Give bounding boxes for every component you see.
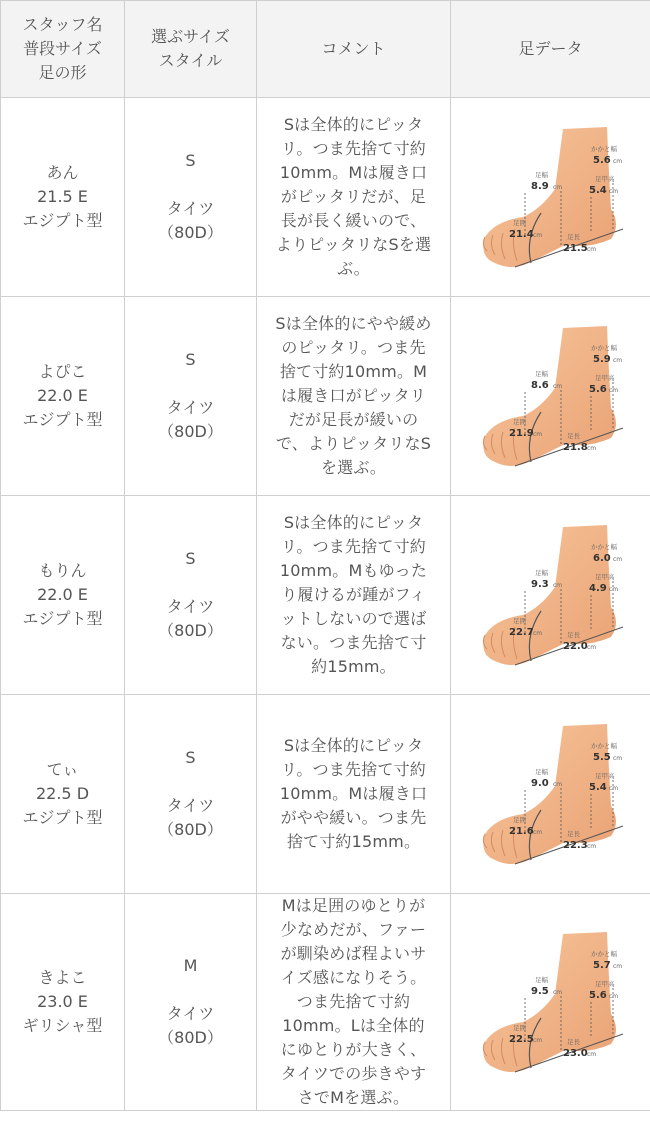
header-row — [1, 1, 650, 98]
unit-heel: cm — [612, 755, 622, 762]
comment-line: 10mm。Mは履き口 — [279, 784, 428, 803]
foot-diagram — [471, 117, 631, 277]
staff-name: きよこ — [38, 968, 87, 987]
denier: （80D） — [158, 422, 223, 441]
label-instep: 足甲高 — [594, 980, 614, 988]
comment-line: 捨て寸約15mm。 — [286, 832, 421, 851]
header-foot-data: 足データ — [451, 1, 650, 98]
label-heel: かかと幅 — [590, 742, 617, 750]
comment-line: り履けるが踵がフィ — [281, 585, 426, 604]
unit-width: cm — [552, 184, 562, 191]
label-instep: 足甲高 — [594, 573, 614, 581]
header-style: スタイル — [158, 51, 223, 70]
foot-length-value: 23.0 — [562, 1048, 588, 1059]
label-width: 足幅 — [534, 976, 548, 984]
comment-line: Sは全体的にピッタ — [283, 115, 424, 134]
comment-line: 10mm。Mもゆった — [279, 561, 428, 580]
comment-line: Sは全体的にやや緩め — [275, 314, 432, 333]
foot-girth-value: 22.7 — [508, 627, 534, 638]
instep-height-value: 4.9 — [588, 583, 607, 594]
label-heel: かかと幅 — [590, 543, 617, 551]
label-length: 足長 — [566, 1038, 580, 1046]
denier: （80D） — [158, 820, 223, 839]
foot-shape: エジプト型 — [22, 609, 103, 628]
unit-width: cm — [552, 582, 562, 589]
header-choice — [125, 1, 257, 98]
heel-width-value: 5.7 — [592, 960, 611, 971]
table-row — [1, 894, 650, 1111]
unit-width: cm — [552, 383, 562, 390]
usual-size: 22.0 E — [37, 585, 88, 604]
unit-instep: cm — [608, 188, 618, 195]
unit-heel: cm — [612, 556, 622, 563]
label-heel: かかと幅 — [590, 950, 617, 958]
comment-line: を選ぶ。 — [320, 458, 387, 477]
foot-data-cell — [451, 695, 650, 894]
unit-girth: cm — [532, 1037, 542, 1044]
comment-line: ぶ。 — [337, 259, 370, 278]
staff-name: もりん — [38, 561, 87, 580]
comment-line: がやや緩い。つま先 — [280, 808, 427, 827]
comment-line: 捨て寸約10mm。M — [279, 362, 428, 381]
denier: （80D） — [158, 621, 223, 640]
foot-girth-value: 22.5 — [508, 1034, 534, 1045]
comment-line: 少なめだが、ファー — [280, 920, 427, 939]
comment-line: にゆとりが大きく、 — [280, 1040, 427, 1059]
table-row — [1, 297, 650, 496]
table-row — [1, 496, 650, 695]
label-girth: 足囲 — [512, 219, 526, 227]
staff-cell — [1, 98, 125, 297]
table-row — [1, 695, 650, 894]
denier: （80D） — [158, 1028, 223, 1047]
staff-name: よぴこ — [38, 362, 87, 381]
usual-size: 21.5 E — [37, 187, 88, 206]
foot-shape: エジプト型 — [22, 211, 103, 230]
usual-size: 22.0 E — [37, 386, 88, 405]
label-width: 足幅 — [534, 171, 548, 179]
comment-line: ットしないので選ば — [280, 609, 427, 628]
label-width: 足幅 — [534, 569, 548, 577]
comment-line: つま先捨て寸約 — [296, 992, 411, 1011]
comment-cell — [257, 98, 451, 297]
comment-line: のピッタリ。つま先 — [281, 338, 426, 357]
label-instep: 足甲高 — [594, 175, 614, 183]
comment-line: は履き口がピッタリ — [280, 386, 427, 405]
unit-girth: cm — [532, 431, 542, 438]
label-girth: 足囲 — [512, 617, 526, 625]
foot-diagram — [471, 515, 631, 675]
staff-name: てぃ — [46, 760, 79, 779]
style: タイツ — [166, 398, 215, 417]
header-usual-size: 普段サイズ — [23, 39, 102, 58]
foot-data-cell — [451, 98, 650, 297]
heel-width-value: 5.6 — [592, 155, 611, 166]
foot-diagram — [471, 316, 631, 476]
staff-name: あん — [46, 163, 79, 182]
foot-width-value: 8.9 — [530, 181, 549, 192]
foot-width-value: 8.6 — [530, 380, 549, 391]
label-instep: 足甲高 — [594, 374, 614, 382]
unit-heel: cm — [612, 158, 622, 165]
comment-line: Sは全体的にピッタ — [283, 736, 424, 755]
foot-data-cell — [451, 297, 650, 496]
choice-cell — [125, 98, 257, 297]
unit-instep: cm — [608, 586, 618, 593]
staff-cell — [1, 695, 125, 894]
label-heel: かかと幅 — [590, 344, 617, 352]
header-comment: コメント — [257, 1, 451, 98]
instep-height-value: 5.4 — [588, 782, 607, 793]
unit-heel: cm — [612, 963, 622, 970]
unit-girth: cm — [532, 829, 542, 836]
foot-data-cell — [451, 894, 650, 1111]
chosen-size: S — [185, 350, 196, 369]
unit-girth: cm — [532, 232, 542, 239]
choice-cell — [125, 894, 257, 1111]
foot-length-value: 21.8 — [562, 442, 588, 453]
unit-girth: cm — [532, 630, 542, 637]
chosen-size: M — [183, 956, 198, 975]
comment-line: がピッタリだが、足 — [280, 187, 427, 206]
comment-line: さでMを選ぶ。 — [297, 1088, 410, 1107]
comment-line: タイツでの歩きやす — [280, 1064, 427, 1083]
comment-line: が馴染めば程よいサ — [280, 944, 427, 963]
label-length: 足長 — [566, 631, 580, 639]
comment-line: リ。つま先捨て寸約 — [280, 760, 426, 779]
comment-line: リ。つま先捨て寸約 — [280, 139, 426, 158]
comment-line: Sは全体的にピッタ — [283, 513, 424, 532]
staff-cell — [1, 894, 125, 1111]
comment-line: 長が長く緩いので、 — [280, 211, 427, 230]
usual-size: 22.5 D — [35, 784, 90, 803]
foot-data-cell — [451, 496, 650, 695]
heel-width-value: 5.5 — [592, 752, 611, 763]
foot-girth-value: 21.9 — [508, 428, 534, 439]
comment-line: 10mm。Mは履き口 — [279, 163, 428, 182]
foot-length-value: 22.0 — [562, 641, 588, 652]
unit-heel: cm — [612, 357, 622, 364]
unit-length: cm — [586, 445, 596, 452]
staff-cell — [1, 297, 125, 496]
unit-instep: cm — [608, 387, 618, 394]
label-width: 足幅 — [534, 370, 548, 378]
foot-diagram — [471, 922, 631, 1082]
comment-cell — [257, 894, 451, 1111]
header-chosen-size: 選ぶサイズ — [151, 27, 230, 46]
foot-shape: エジプト型 — [22, 410, 103, 429]
unit-instep: cm — [608, 993, 618, 1000]
foot-width-value: 9.0 — [530, 778, 549, 789]
foot-length-value: 21.5 — [562, 243, 588, 254]
header-staff-name: スタッフ名 — [22, 15, 103, 34]
label-instep: 足甲高 — [594, 772, 614, 780]
foot-width-value: 9.3 — [530, 579, 549, 590]
instep-height-value: 5.6 — [588, 384, 607, 395]
foot-girth-value: 21.4 — [508, 229, 534, 240]
choice-cell — [125, 695, 257, 894]
denier: （80D） — [158, 223, 223, 242]
comment-line: 10mm。Lは全体的 — [282, 1016, 425, 1035]
label-girth: 足囲 — [512, 1024, 526, 1032]
label-length: 足長 — [566, 830, 580, 838]
header-foot-shape: 足の形 — [38, 63, 87, 82]
style: タイツ — [166, 796, 215, 815]
comment-line: 約15mm。 — [311, 657, 396, 676]
style: タイツ — [166, 1004, 215, 1023]
label-length: 足長 — [566, 432, 580, 440]
table-row — [1, 98, 650, 297]
instep-height-value: 5.6 — [588, 990, 607, 1001]
chosen-size: S — [185, 549, 196, 568]
foot-diagram — [471, 714, 631, 874]
heel-width-value: 5.9 — [592, 354, 611, 365]
label-length: 足長 — [566, 233, 580, 241]
foot-shape: ギリシャ型 — [22, 1016, 103, 1035]
unit-length: cm — [586, 1051, 596, 1058]
heel-width-value: 6.0 — [592, 553, 611, 564]
chosen-size: S — [185, 151, 196, 170]
label-girth: 足囲 — [512, 418, 526, 426]
unit-width: cm — [552, 989, 562, 996]
comment-cell — [257, 297, 451, 496]
chosen-size: S — [185, 748, 196, 767]
style: タイツ — [166, 597, 215, 616]
comment-line: ない。つま先捨て寸 — [280, 633, 427, 652]
label-width: 足幅 — [534, 768, 548, 776]
label-girth: 足囲 — [512, 816, 526, 824]
staff-cell — [1, 496, 125, 695]
unit-length: cm — [586, 644, 596, 651]
comment-cell — [257, 695, 451, 894]
comment-line: イズ感になりそう。 — [280, 968, 427, 987]
foot-shape: エジプト型 — [22, 808, 103, 827]
comment-line: Mは足囲のゆとりが — [281, 896, 426, 915]
choice-cell — [125, 297, 257, 496]
unit-length: cm — [586, 843, 596, 850]
unit-length: cm — [586, 246, 596, 253]
foot-width-value: 9.5 — [530, 986, 549, 997]
comment-line: リ。つま先捨て寸約 — [280, 537, 426, 556]
comment-line: で、よりピッタリなS — [275, 434, 432, 453]
foot-girth-value: 21.6 — [508, 826, 534, 837]
style: タイツ — [166, 199, 215, 218]
label-heel: かかと幅 — [590, 145, 617, 153]
header-staff — [1, 1, 125, 98]
comment-line: よりピッタリなSを選 — [275, 235, 432, 254]
foot-length-value: 22.3 — [562, 840, 588, 851]
unit-instep: cm — [608, 785, 618, 792]
usual-size: 23.0 E — [37, 992, 88, 1011]
comment-cell — [257, 496, 451, 695]
unit-width: cm — [552, 781, 562, 788]
choice-cell — [125, 496, 257, 695]
instep-height-value: 5.4 — [588, 185, 607, 196]
comment-line: だが足長が緩いの — [288, 410, 419, 429]
